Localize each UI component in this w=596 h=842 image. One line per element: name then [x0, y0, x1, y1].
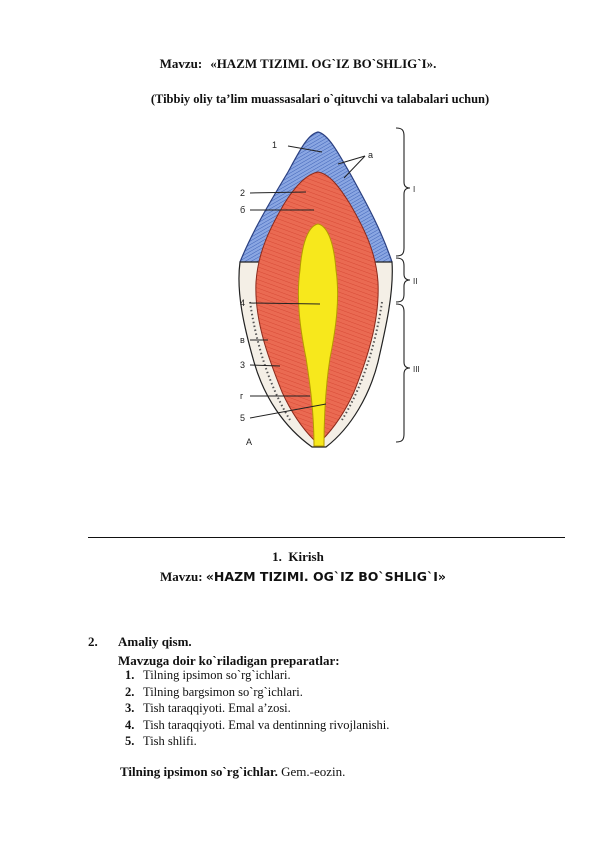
section-divider	[88, 537, 565, 538]
intro-title: Kirish	[288, 549, 324, 564]
practical-title: Amaliy qism.	[118, 634, 192, 649]
intro-heading	[0, 549, 596, 565]
intro-topic	[160, 569, 446, 585]
label-v: в	[240, 335, 245, 345]
document-title	[0, 56, 596, 72]
label-1: 1	[272, 140, 278, 150]
label-g: г	[240, 391, 244, 401]
region-II: II	[413, 277, 418, 286]
label-4: 4	[240, 298, 246, 308]
region-III: III	[413, 365, 420, 374]
region-braces	[396, 128, 410, 442]
region-I: I	[413, 185, 416, 194]
preparation-title-bold: Tilning ipsimon so`rg`ichlar.	[120, 764, 278, 779]
intro-topic-title: «HAZM TIZIMI. OG`IZ BO`SHLIG`I»	[205, 569, 446, 584]
list-item: 5. Tish shlifi.	[125, 734, 197, 749]
list-item: 4. Tish taraqqiyoti. Emal va dentinning rivojlanishi.	[125, 717, 390, 732]
practical-number: 2.	[88, 634, 98, 649]
preparations-list	[125, 667, 389, 750]
label-5: 5	[240, 413, 246, 423]
label-A: A	[246, 437, 253, 447]
audience-subtitle: (Tibbiy oliy ta’lim muassasalari o`qituvchi va talabalari uchun)	[150, 92, 490, 106]
topic-title: «HAZM TIZIMI. OG`IZ BO`SHLIG`I».	[210, 56, 437, 71]
list-item: 2. Tilning bargsimon so`rg`ichlari.	[125, 684, 303, 699]
list-item: 1. Tilning ipsimon so`rg`ichlari.	[125, 668, 291, 682]
tooth-diagram	[210, 122, 430, 462]
label-a: a	[368, 150, 374, 160]
preparation-title	[120, 764, 345, 780]
list-item: 3. Tish taraqqiyoti. Emal a’zosi.	[125, 701, 291, 716]
intro-number: 1.	[272, 549, 282, 564]
label-2: 2	[240, 188, 246, 198]
topic-label: Mavzu:	[159, 56, 203, 71]
practical-heading	[88, 634, 192, 650]
label-b: б	[240, 205, 246, 215]
intro-topic-label: Mavzu:	[160, 569, 203, 584]
preparation-stain: Gem.-eozin.	[277, 764, 346, 779]
preparations-heading: Mavzuga doir ko`riladigan preparatlar:	[118, 653, 340, 668]
label-3: 3	[240, 360, 246, 370]
